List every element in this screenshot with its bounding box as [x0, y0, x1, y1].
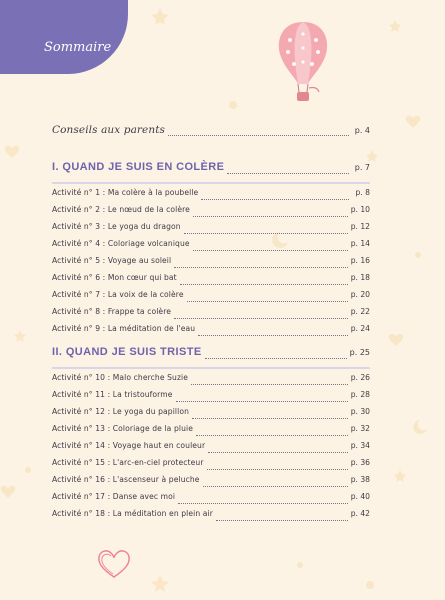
- table-of-contents: [52, 124, 370, 141]
- toc-entry-activity[interactable]: [52, 324, 370, 341]
- toc-entry-label: Activité n° 5 : Voyage au soleil: [52, 256, 172, 265]
- toc-entry-label: Activité n° 1 : Ma colère à la poubelle: [52, 188, 199, 197]
- toc-entry-activity[interactable]: [52, 205, 370, 222]
- toc-entry-page: p. 42: [350, 509, 370, 518]
- toc-entry-label: Activité n° 3 : Le yoga du dragon: [52, 222, 181, 231]
- toc-entry-label: Activité n° 16 : L'ascenseur à peluche: [52, 475, 200, 484]
- toc-entry-page: p. 22: [350, 307, 370, 316]
- section-heading-label: I. QUAND JE SUIS EN COLÈRE: [52, 161, 225, 173]
- toc-entry-activity[interactable]: [52, 373, 370, 390]
- toc-entry-page: p. 14: [350, 239, 370, 248]
- toc-entry-page: p. 20: [350, 290, 370, 299]
- toc-section-anger: [52, 161, 370, 341]
- toc-entry-page: p. 30: [350, 407, 370, 416]
- toc-entry-label: Activité n° 11 : La tristouforme: [52, 390, 173, 399]
- toc-entry-label: Activité n° 2 : Le nœud de la colère: [52, 205, 190, 214]
- toc-entry-page: p. 38: [350, 475, 370, 484]
- toc-entry-page: p. 8: [355, 188, 370, 197]
- section-heading-anger[interactable]: [52, 161, 370, 181]
- toc-entry-page: p. 32: [350, 424, 370, 433]
- toc-entry-activity[interactable]: [52, 475, 370, 492]
- toc-entry-activity[interactable]: [52, 290, 370, 307]
- toc-entry-label: Activité n° 17 : Danse avec moi: [52, 492, 176, 501]
- section-divider: [52, 367, 370, 369]
- toc-entry-page: p. 26: [350, 373, 370, 382]
- toc-entry-activity[interactable]: [52, 492, 370, 509]
- toc-entry-label: Activité n° 18 : La méditation en plein air: [52, 509, 213, 518]
- toc-entry-label: Activité n° 9 : La méditation de l'eau: [52, 324, 196, 333]
- section-heading-label: II. QUAND JE SUIS TRISTE: [52, 346, 202, 358]
- toc-entry-page: p. 10: [350, 205, 370, 214]
- toc-entry-activity[interactable]: [52, 407, 370, 424]
- toc-entry-activity[interactable]: [52, 509, 370, 526]
- toc-entry-parents[interactable]: [52, 124, 370, 141]
- toc-entry-page: p. 16: [350, 256, 370, 265]
- activity-list-sadness: [52, 373, 370, 526]
- toc-entry-label: Activité n° 4 : Coloriage volcanique: [52, 239, 190, 248]
- toc-section-sadness: [52, 346, 370, 526]
- activity-list-anger: [52, 188, 370, 341]
- toc-entry-label: Conseils aux parents: [52, 124, 166, 136]
- toc-entry-activity[interactable]: [52, 390, 370, 407]
- section-heading-page: p. 7: [354, 163, 370, 172]
- toc-entry-label: Activité n° 8 : Frappe ta colère: [52, 307, 172, 316]
- toc-entry-activity[interactable]: [52, 458, 370, 475]
- toc-entry-activity[interactable]: [52, 307, 370, 324]
- toc-entry-page: p. 28: [350, 390, 370, 399]
- toc-entry-page: p. 18: [350, 273, 370, 282]
- toc-entry-page: p. 4: [354, 126, 370, 135]
- toc-entry-activity[interactable]: [52, 188, 370, 205]
- toc-entry-activity[interactable]: [52, 441, 370, 458]
- toc-entry-page: p. 36: [350, 458, 370, 467]
- toc-entry-activity[interactable]: [52, 239, 370, 256]
- hot-air-balloon-icon: [268, 18, 338, 110]
- toc-entry-label: Activité n° 13 : Coloriage de la pluie: [52, 424, 193, 433]
- section-heading-sadness[interactable]: [52, 346, 370, 366]
- toc-entry-page: p. 34: [350, 441, 370, 450]
- toc-entry-page: p. 24: [350, 324, 370, 333]
- toc-entry-label: Activité n° 15 : L'arc-en-ciel protecteur: [52, 458, 204, 467]
- toc-entry-label: Activité n° 7 : La voix de la colère: [52, 290, 184, 299]
- toc-entry-label: Activité n° 14 : Voyage haut en couleur: [52, 441, 206, 450]
- page-title: Sommaire: [44, 40, 112, 55]
- toc-entry-page: p. 40: [350, 492, 370, 501]
- heart-icon: [96, 547, 132, 581]
- section-divider: [52, 182, 370, 184]
- toc-entry-label: Activité n° 10 : Malo cherche Suzie: [52, 373, 189, 382]
- toc-entry-activity[interactable]: [52, 256, 370, 273]
- toc-entry-activity[interactable]: [52, 424, 370, 441]
- section-heading-page: p. 25: [349, 348, 370, 357]
- toc-entry-activity[interactable]: [52, 273, 370, 290]
- toc-entry-activity[interactable]: [52, 222, 370, 239]
- toc-entry-page: p. 12: [350, 222, 370, 231]
- toc-entry-label: Activité n° 6 : Mon cœur qui bat: [52, 273, 177, 282]
- toc-entry-label: Activité n° 12 : Le yoga du papillon: [52, 407, 190, 416]
